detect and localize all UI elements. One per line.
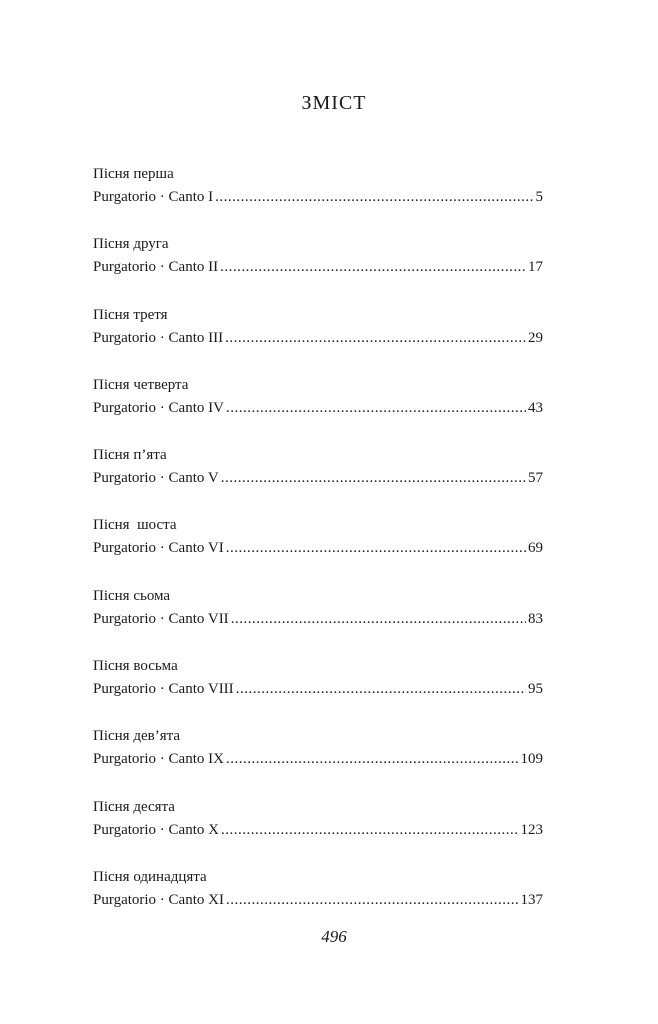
- toc-entry-ukrainian-title: Пісня друга: [93, 236, 169, 253]
- toc-entry-italian-title: Purgatorio · Canto XI: [93, 891, 224, 908]
- toc-entry-ukrainian-title: Пісня четверта: [93, 376, 189, 393]
- toc-entry: [93, 655, 543, 725]
- toc-entry-page: 5: [535, 189, 543, 205]
- toc-entry-page: 29: [528, 329, 543, 346]
- toc-entry-ukrainian-title: Пісня дев’ята: [93, 728, 180, 745]
- dot-leader: [226, 889, 519, 912]
- toc-entry-italian-title: Purgatorio · Canto III: [93, 329, 224, 346]
- toc-entry-ukrainian-title: Пісня третя: [93, 306, 168, 323]
- toc-entry-italian-title: Purgatorio · Canto IV: [93, 399, 224, 416]
- toc-entry: [93, 725, 543, 795]
- toc-entry-italian-title: Purgatorio · Canto VI: [93, 540, 224, 557]
- toc-entry-line: [93, 537, 543, 560]
- toc-entry: [93, 374, 543, 444]
- toc-entry: [93, 163, 543, 233]
- toc-entry-line: [93, 678, 543, 701]
- toc-entry: [93, 585, 543, 655]
- toc-entry-line: [93, 397, 543, 420]
- toc-entry-page: 95: [528, 681, 543, 698]
- dot-leader: [226, 748, 519, 771]
- toc-entry: [93, 444, 543, 514]
- toc-list: [93, 163, 543, 936]
- toc-entry-page: 69: [528, 540, 543, 557]
- dot-leader: [226, 397, 526, 420]
- toc-title: ЗМІСТ: [301, 92, 367, 114]
- toc-entry-ukrainian-title: Пісня сьома: [93, 587, 171, 604]
- page-number: 496: [321, 927, 347, 946]
- toc-entry: [93, 796, 543, 866]
- dot-leader: [225, 327, 526, 350]
- toc-entry-ukrainian-title: Пісня одинадцята: [93, 868, 207, 885]
- toc-entry-page: 109: [520, 751, 543, 768]
- toc-entry-ukrainian-title: Пісня восьма: [93, 658, 178, 675]
- toc-entry-italian-title: Purgatorio · Canto VII: [93, 610, 229, 627]
- toc-entry-page: 17: [528, 259, 543, 276]
- toc-entry: [93, 304, 543, 374]
- toc-entry-line: [93, 889, 543, 912]
- dot-leader: [221, 819, 519, 842]
- toc-entry-line: [93, 467, 543, 490]
- toc-entry-line: [93, 327, 543, 350]
- toc-entry-line: [93, 608, 543, 631]
- toc-entry-page: 137: [520, 891, 543, 908]
- toc-entry-italian-title: Purgatorio · Canto V: [93, 470, 219, 487]
- toc-entry-ukrainian-title: Пісня шоста: [93, 517, 177, 534]
- toc-entry-line: [93, 748, 543, 771]
- toc-entry-italian-title: Purgatorio · Canto X: [93, 821, 219, 838]
- toc-entry-ukrainian-title: Пісня п’ята: [93, 447, 167, 464]
- toc-entry: [93, 233, 543, 303]
- dot-leader: [236, 678, 526, 701]
- toc-entry-line: [93, 819, 543, 842]
- toc-entry-line: [93, 256, 543, 279]
- toc-entry-page: 43: [528, 399, 543, 416]
- toc-entry-italian-title: Purgatorio · Canto II: [93, 259, 219, 276]
- toc-entry-page: 83: [528, 610, 543, 627]
- toc-entry-page: 57: [528, 470, 543, 487]
- toc-entry-italian-title: Purgatorio · Canto IX: [93, 751, 224, 768]
- dot-leader: [231, 608, 526, 631]
- toc-entry: [93, 514, 543, 584]
- toc-entry-ukrainian-title: Пісня десята: [93, 798, 175, 815]
- dot-leader: [220, 256, 526, 279]
- dot-leader: [215, 186, 533, 209]
- toc-entry-page: 123: [520, 821, 543, 838]
- toc-entry-italian-title: Purgatorio · Canto VIII: [93, 681, 234, 698]
- toc-entry-ukrainian-title: Пісня перша: [93, 166, 174, 182]
- toc-entry: [93, 866, 543, 936]
- toc-entry-italian-title: Purgatorio · Canto I: [93, 189, 214, 205]
- toc-entry-line: [93, 186, 543, 209]
- dot-leader: [221, 467, 526, 490]
- dot-leader: [226, 537, 526, 560]
